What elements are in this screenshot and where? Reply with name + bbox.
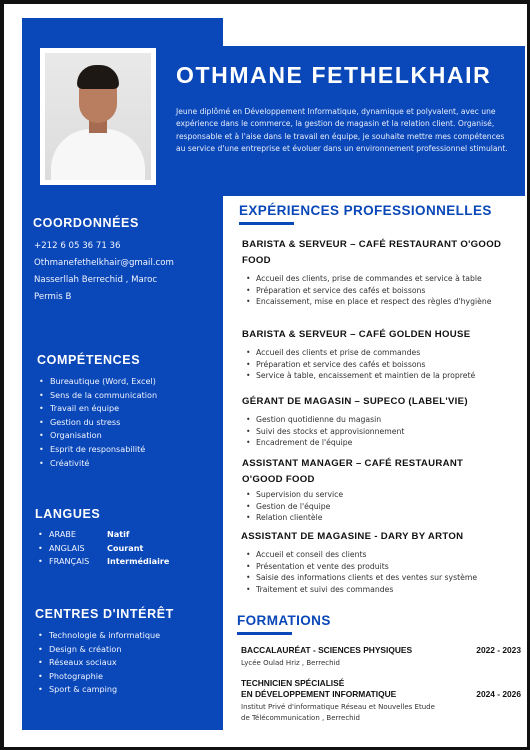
list-item: • Gestion quotidienne du magasin bbox=[243, 414, 513, 426]
language-row bbox=[37, 542, 169, 556]
job-duties bbox=[243, 489, 513, 524]
list-item: • Bureautique (Word, Excel) bbox=[38, 375, 157, 389]
list-item: • Design & création bbox=[37, 643, 160, 657]
portrait-image bbox=[45, 53, 151, 180]
language-name: • ARABE bbox=[49, 529, 77, 539]
profile-summary: Jeune diplômé en Développement Informatique, dynamique et polyvalent, avec une expérience dans le commerce, la gestion de magasin et la relation client. Organisé, responsable et à l'aise dans le travail en équipe, je souhaite mettre mes compétences au service d'une entreprise et évoluer dans un environnement professionnel stimulant. bbox=[176, 107, 508, 153]
list-item: • Accueil des clients, prise de commandes et service à table bbox=[243, 273, 513, 285]
list-item: • Relation clientèle bbox=[243, 512, 513, 524]
job-duties bbox=[243, 347, 518, 382]
list-item: • Encadrement de l'équipe bbox=[243, 437, 513, 449]
list-item: • Accueil des clients et prise de commandes bbox=[243, 347, 518, 359]
language-level: Intermédiaire bbox=[107, 556, 170, 567]
education-entry bbox=[241, 645, 521, 669]
list-item: • Créativité bbox=[38, 457, 157, 471]
list-item: • Réseaux sociaux bbox=[37, 656, 160, 670]
list-item: • Supervision du service bbox=[243, 489, 513, 501]
job-title: BARISTA & SERVEUR – CAFÉ RESTAURANT O'GOOD FOOD bbox=[242, 239, 502, 266]
job-title: ASSISTANT MANAGER – CAFÉ RESTAURANT O'GOOD FOOD bbox=[242, 458, 464, 485]
education-underline bbox=[237, 632, 292, 635]
list-item: • Photographie bbox=[37, 670, 160, 684]
skills-title: COMPÉTENCES bbox=[37, 353, 141, 367]
list-item: • Encaissement, mise en place et respect des règles d'hygiène bbox=[243, 296, 513, 308]
education-title: FORMATIONS bbox=[237, 613, 331, 628]
list-item: • Service à table, encaissement et maintien de la propreté bbox=[243, 370, 518, 382]
list-item: • Gestion du stress bbox=[38, 416, 157, 430]
school-name: Institut Privé d'informatique Réseau et Nouvelles Etude de Télécommunication , Berrechid bbox=[241, 703, 435, 722]
contact-details bbox=[34, 238, 174, 306]
language-name: • ANGLAIS bbox=[49, 542, 85, 553]
list-item: • Saisie des informations clients et des ventes sur système bbox=[243, 572, 518, 584]
experience-underline bbox=[239, 222, 294, 225]
job-title: BARISTA & SERVEUR – CAFÉ GOLDEN HOUSE bbox=[242, 329, 471, 340]
list-item: • Suivi des stocks et approvisionnement bbox=[243, 426, 513, 438]
job-duties bbox=[243, 273, 513, 308]
school-name: Lycée Oulad Hriz , Berrechid bbox=[241, 659, 340, 667]
list-item: • Traitement et suivi des commandes bbox=[243, 584, 518, 596]
language-level: Natif bbox=[107, 529, 130, 539]
education-heading bbox=[241, 645, 521, 656]
list-item: • Sens de la communication bbox=[38, 389, 157, 403]
job-duties bbox=[243, 549, 518, 596]
degree-name: EN DÉVELOPPEMENT INFORMATIQUE bbox=[241, 689, 397, 699]
job-duties bbox=[243, 414, 513, 449]
contact-title: COORDONNÉES bbox=[33, 216, 139, 230]
profile-photo bbox=[40, 48, 156, 185]
education-heading bbox=[241, 678, 521, 689]
list-item: • Accueil et conseil des clients bbox=[243, 549, 518, 561]
language-level: Courant bbox=[107, 542, 144, 553]
job-title: ASSISTANT DE MAGASINE - DARY BY ARTON bbox=[241, 531, 464, 542]
portrait-shirt bbox=[51, 129, 145, 180]
list-item: • Présentation et vente des produits bbox=[243, 561, 518, 573]
list-item: • Travail en équipe bbox=[38, 402, 157, 416]
interests-title: CENTRES D'INTÉRÊT bbox=[35, 607, 174, 621]
postal-address: Nasserllah Berrechid , Maroc bbox=[34, 275, 158, 285]
phone-number: +212 6 05 36 71 36 bbox=[34, 241, 121, 251]
driving-license: Permis B bbox=[34, 292, 72, 302]
education-heading bbox=[241, 689, 521, 700]
job-title: GÉRANT DE MAGASIN – SUPECO (LABEL'VIE) bbox=[242, 396, 468, 407]
list-item: • Gestion de l'équipe bbox=[243, 501, 513, 513]
experience-title: EXPÉRIENCES PROFESSIONNELLES bbox=[239, 203, 492, 218]
education-entry bbox=[241, 678, 521, 723]
list-item: • Préparation et service des cafés et boissons bbox=[243, 285, 513, 297]
portrait-hair bbox=[77, 65, 119, 89]
skills-list bbox=[38, 375, 157, 470]
language-row bbox=[37, 555, 169, 569]
degree-name: TECHNICIEN SPÉCIALISÉ bbox=[241, 678, 345, 688]
candidate-name: OTHMANE FETHELKHAIR bbox=[176, 62, 492, 88]
languages-title: LANGUES bbox=[35, 507, 101, 521]
degree-years: 2024 - 2026 bbox=[476, 689, 521, 699]
degree-years: 2022 - 2023 bbox=[476, 645, 521, 655]
list-item: • Préparation et service des cafés et boissons bbox=[243, 359, 518, 371]
degree-name: BACCALAURÉAT - SCIENCES PHYSIQUES bbox=[241, 645, 413, 655]
language-row bbox=[37, 528, 169, 542]
email-address: Othmanefethelkhair@gmail.com bbox=[34, 258, 174, 268]
languages-list bbox=[37, 528, 169, 569]
interests-list bbox=[37, 629, 160, 697]
language-name: • FRANÇAIS bbox=[49, 556, 90, 567]
list-item: • Sport & camping bbox=[37, 683, 160, 697]
list-item: • Technologie & informatique bbox=[37, 629, 160, 643]
list-item: • Esprit de responsabilité bbox=[38, 443, 157, 457]
list-item: • Organisation bbox=[38, 429, 157, 443]
